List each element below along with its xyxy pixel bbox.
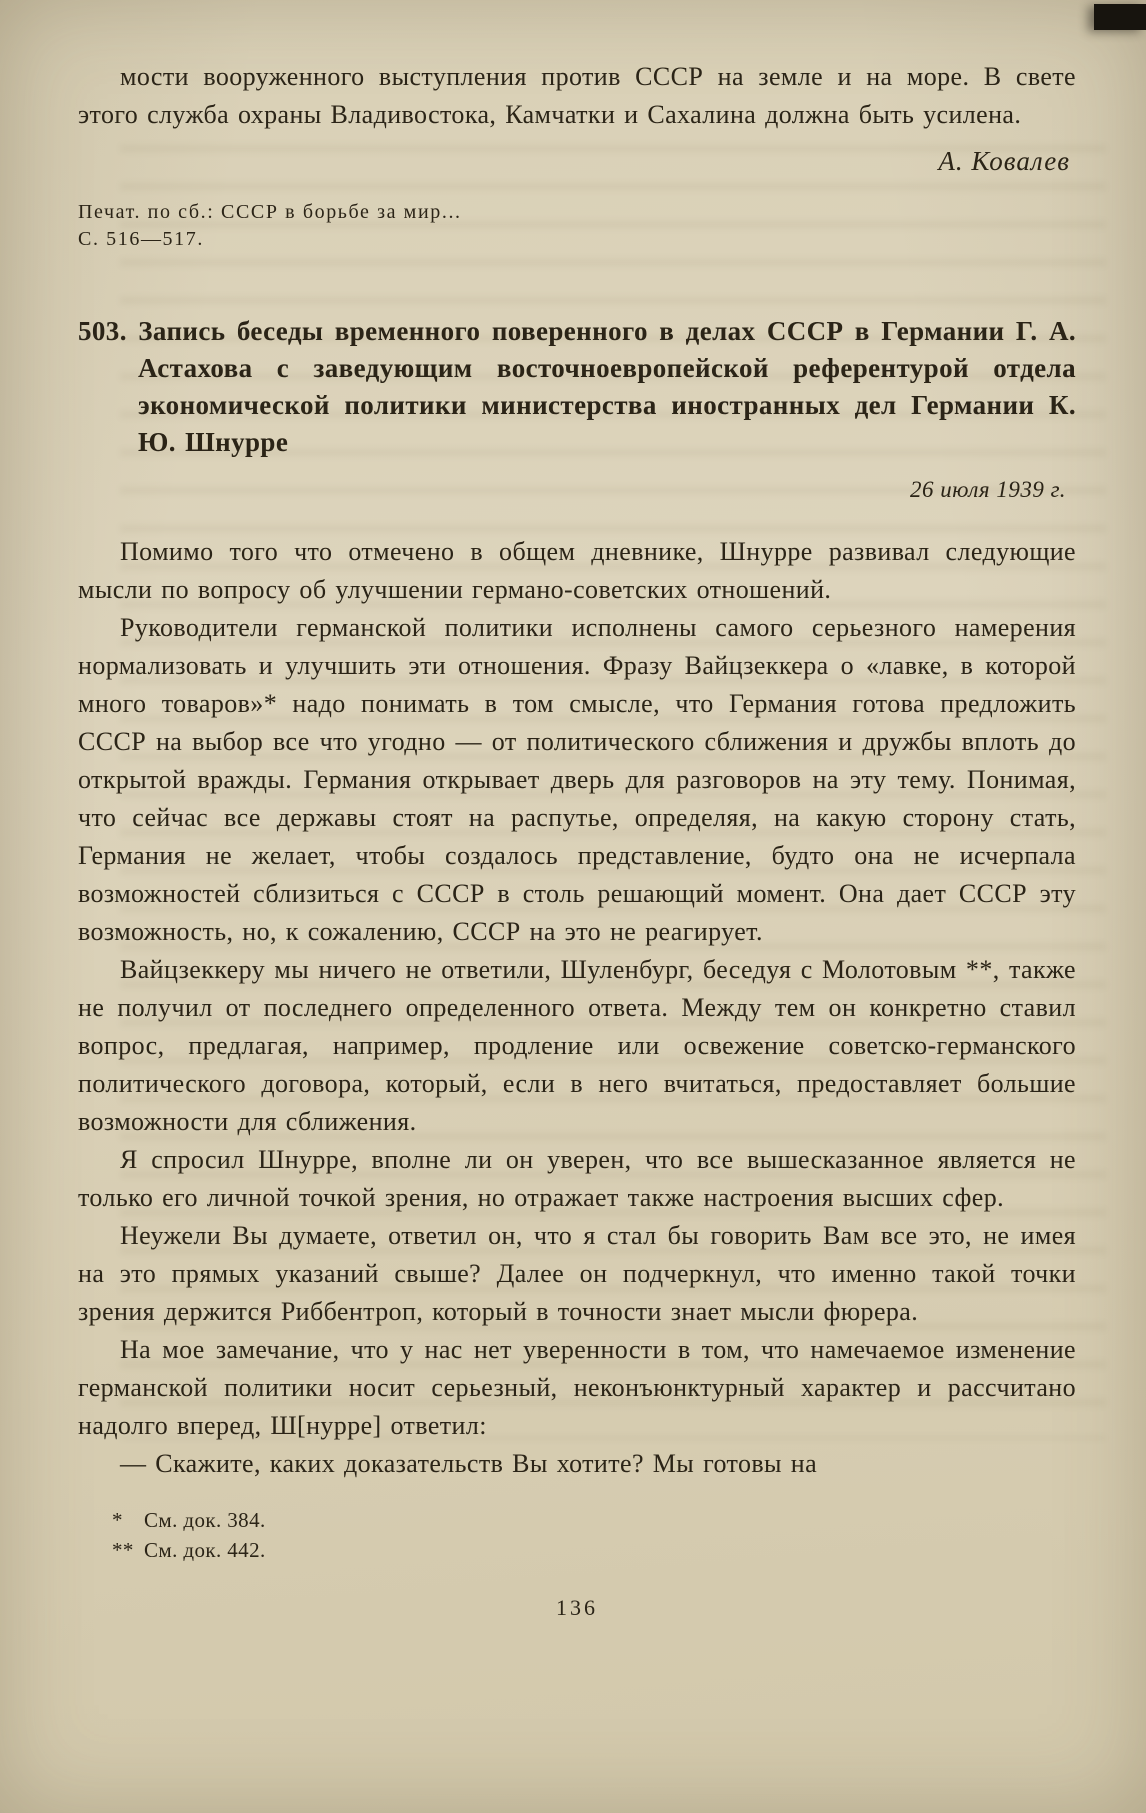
document-body — [78, 533, 1076, 1483]
footnote-marker: * — [112, 1508, 123, 1532]
document-number: 503. — [78, 316, 127, 346]
body-paragraph: Вайцзеккеру мы ничего не ответили, Шуленбург, беседуя с Молотовым **, также не получил от последнего определенного ответа. Между тем он конкретно ставил вопрос, предлагая, например, продление или освежение советско-германского политического договора, который, если в него вчитаться, предоставляет большие возможности для сближения. — [78, 955, 1076, 1136]
body-paragraph: Руководители германской политики исполнены самого серьезного намерения нормализовать и улучшить эти отношения. Фразу Вайцзеккера о «лавке, в которой много товаров»* надо понимать в том смысле, что Германия готова предложить СССР на выбор все что угодно — от политического сближения и дружбы вплоть до открытой вражды. Германия открывает дверь для разговоров на эту тему. Понимая, что сейчас все державы стоят на распутье, определяя, на какую сторону стать, Германия не желает, чтобы создалось представление, будто она не исчерпала возможностей сблизиться с СССР в столь решающий момент. Она дает СССР эту возможность, но, к сожалению, СССР на это не реагирует. — [78, 613, 1076, 946]
footnotes — [78, 1505, 1076, 1565]
body-paragraph: Неужели Вы думаете, ответил он, что я стал бы говорить Вам все это, не имея на это прямых указаний свыше? Далее он подчеркнул, что именно такой точки зрения держится Риббентроп, который в точности знает мысли фюрера. — [78, 1221, 1076, 1326]
scan-artifact-corner-mark — [1094, 4, 1146, 30]
body-paragraph: Я спросил Шнурре, вполне ли он уверен, что все вышесказанное является не только его личной точкой зрения, но отражает также настроения высших сфер. — [78, 1145, 1076, 1212]
footnote — [78, 1505, 1076, 1535]
page-number: 136 — [556, 1595, 598, 1620]
body-paragraph: Помимо того что отмечено в общем дневнике, Шнурре развивал следующие мысли по вопросу об улучшении германо-советских отношений. — [78, 537, 1076, 604]
document-heading — [78, 313, 1076, 461]
page-content — [78, 58, 1076, 1621]
body-paragraph: — Скажите, каких доказательств Вы хотите? Мы готовы на — [120, 1449, 818, 1478]
document-title: Запись беседы временного поверенного в делах СССР в Германии Г. А. Астахова с заведующим восточноевропейской референтурой отдела экономической политики министерства иностранных дел Германии К. Ю. Шнурре — [138, 316, 1077, 457]
body-paragraph: На мое замечание, что у нас нет уверенности в том, что намечаемое изменение германской политики носит серьезный, неконъюнктурный характер и рассчитано надолго вперед, Ш[нурре] ответил: — [78, 1335, 1076, 1440]
footnote-marker: ** — [112, 1538, 134, 1562]
source-note-line-2: С. 516—517. — [78, 228, 204, 250]
footnote-text: См. док. 442. — [144, 1538, 266, 1562]
previous-document-signature: А. Ковалев — [938, 146, 1070, 176]
footnote-text: См. док. 384. — [144, 1508, 266, 1532]
document-date: 26 июля 1939 г. — [909, 477, 1066, 502]
previous-document-continuation: мости вооруженного выступления против СССР на земле и на море. В свете этого служба охраны Владивостока, Камчатки и Сахалина должна быть усилена. — [78, 62, 1076, 129]
source-note — [78, 199, 1076, 253]
footnote — [78, 1535, 1076, 1565]
source-note-line-1: Печат. по сб.: СССР в борьбе за мир... — [78, 201, 462, 223]
